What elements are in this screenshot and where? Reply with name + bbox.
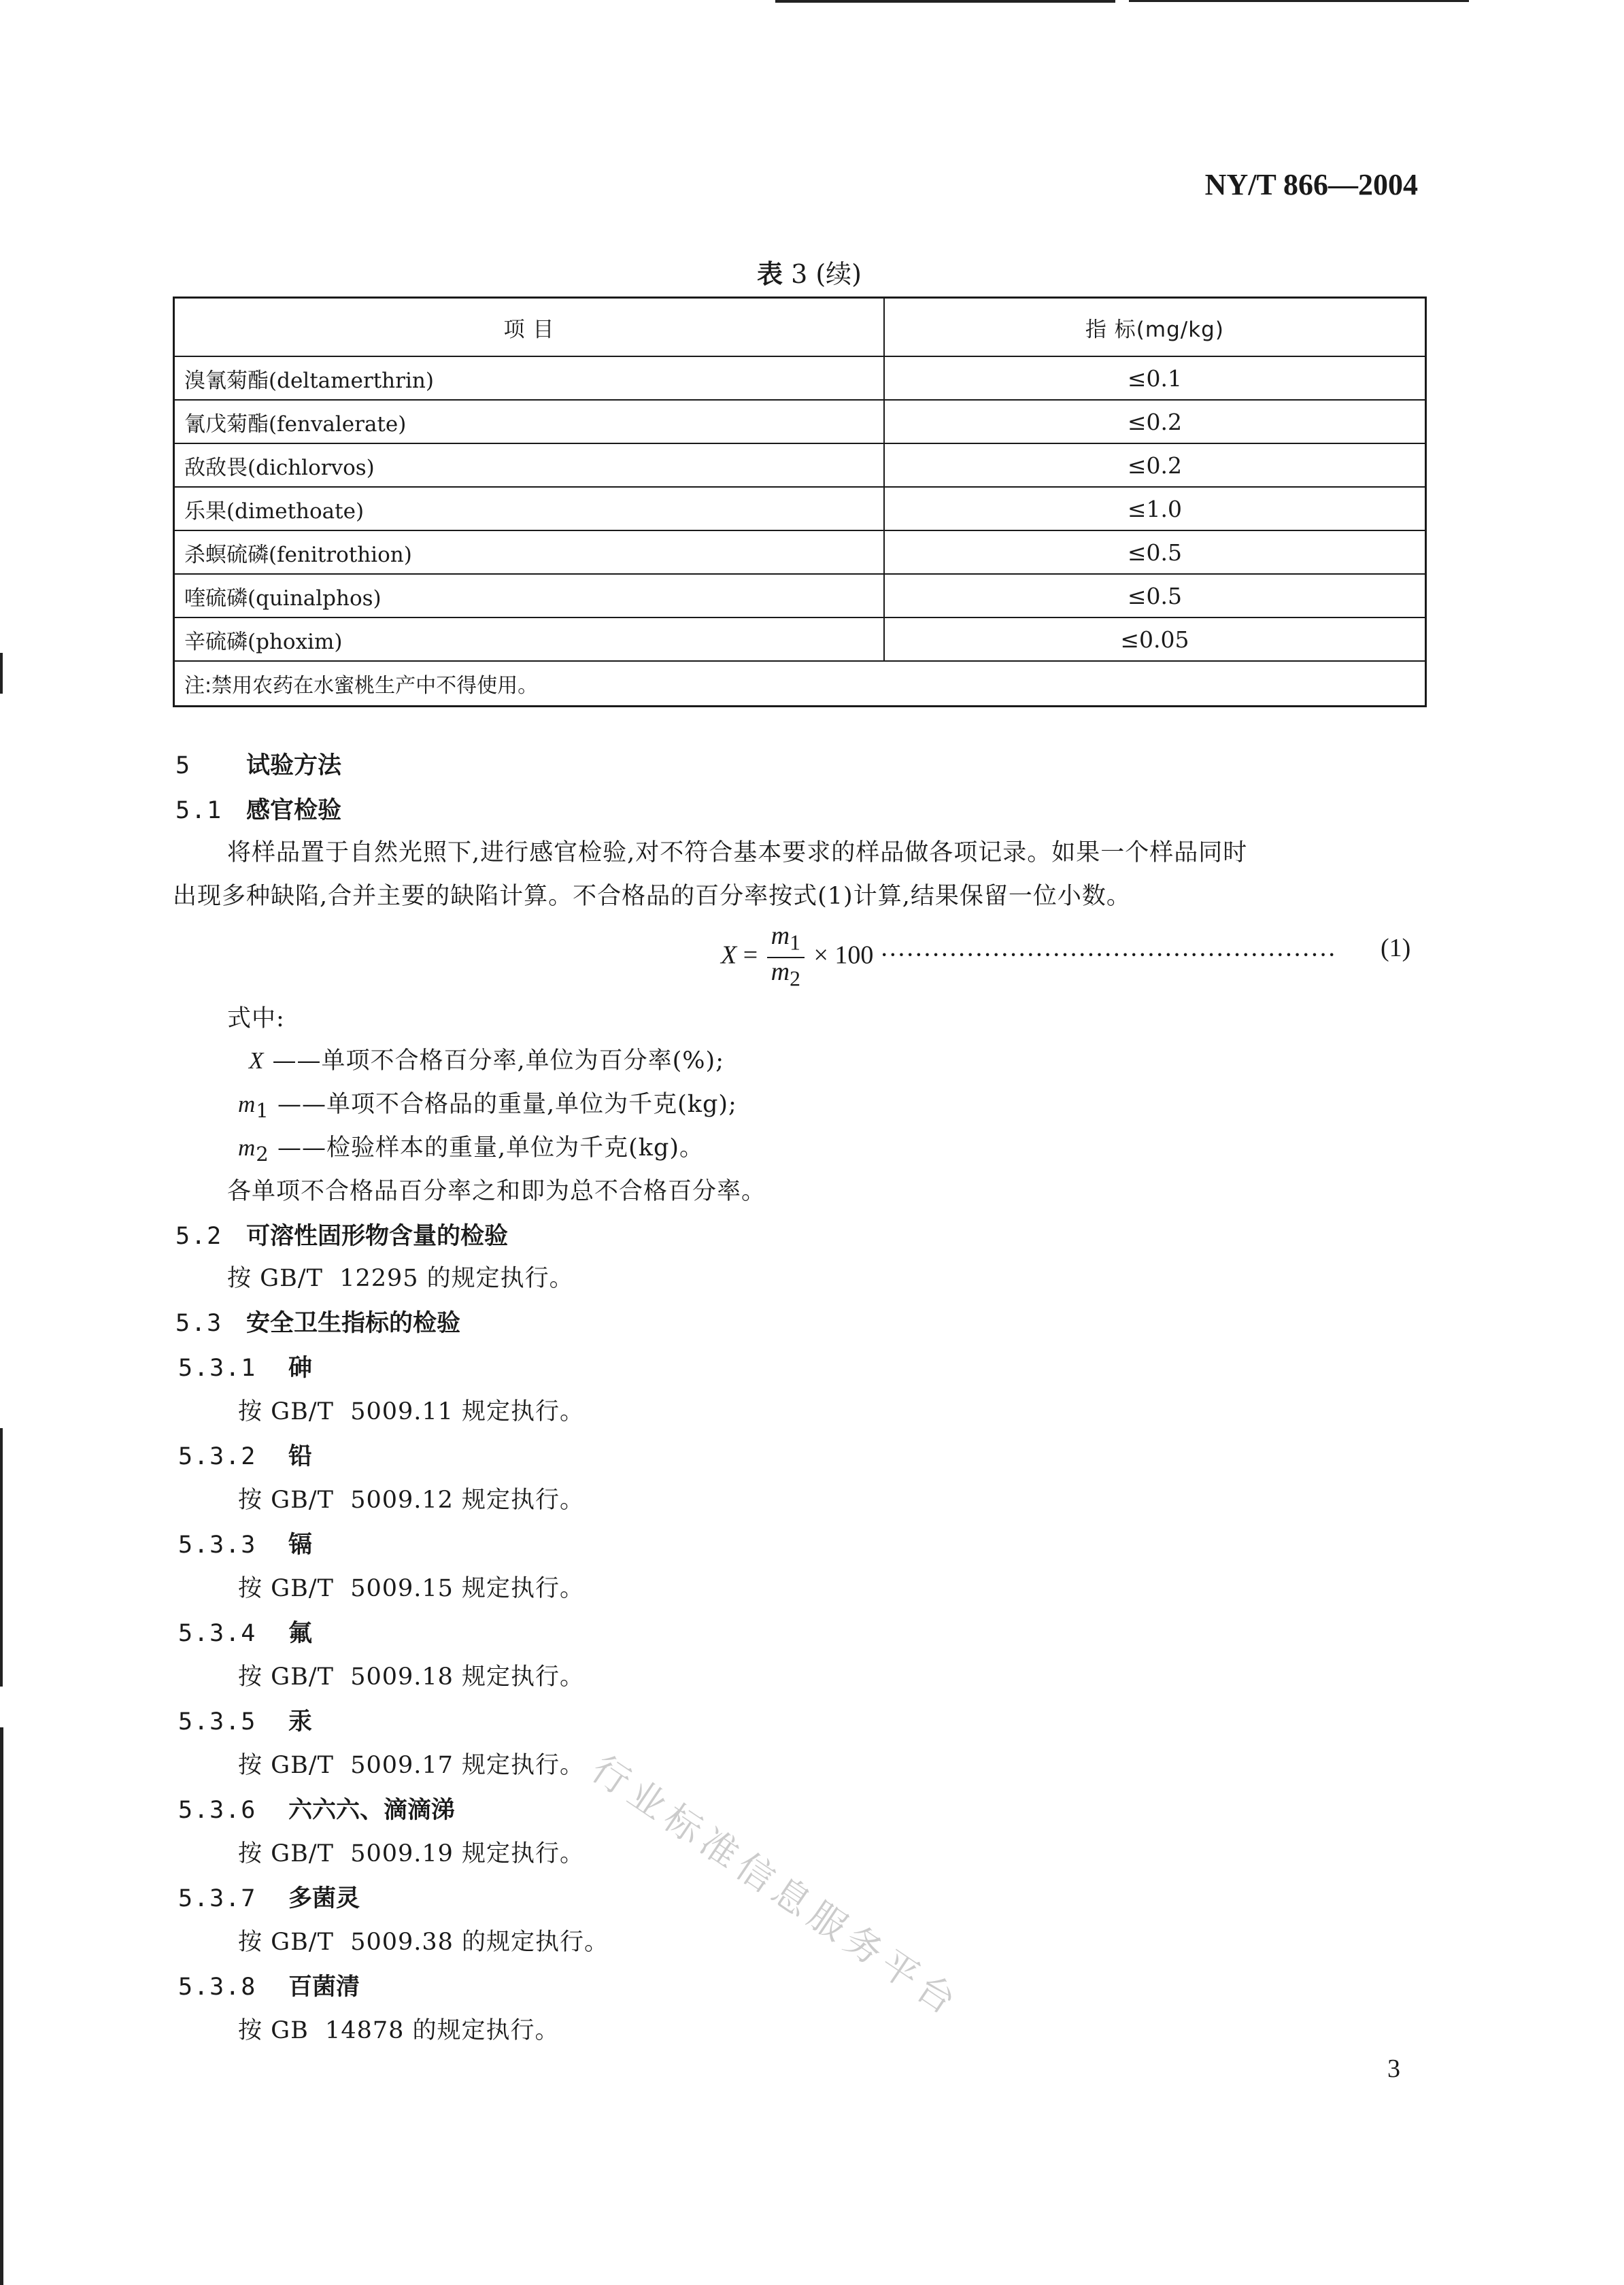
section-title: 铅 [288,1443,313,1470]
section-5-3-1-heading [178,1349,312,1383]
equation-number: (1) [1381,934,1411,962]
formula-fraction [767,922,805,992]
fraction-numerator [767,922,805,958]
sum-sentence: 各单项不合格品百分率之和即为总不合格百分率。 [227,1178,766,1205]
section-title: 多菌灵 [288,1885,360,1912]
section-5-3-8-heading [178,1968,360,2002]
section-5-3-6-heading [178,1791,455,1825]
section-number: 5.3.3 [178,1531,257,1559]
section-title: 砷 [288,1355,313,1382]
table-caption [680,253,938,290]
pesticide-name: 喹硫磷(quinalphos) [174,574,884,617]
denominator-var: m [771,957,790,986]
section-5-3-2-heading [178,1438,312,1472]
section-title: 试验方法 [246,752,342,779]
section-number: 5.3.1 [178,1355,257,1382]
limit-value: ≤0.5 [884,530,1426,574]
where-m2 [238,1129,704,1166]
section-5-heading [175,747,341,781]
formula-lhs: X [721,941,737,970]
where-x [249,1042,724,1076]
table-caption-rest: 3 (续) [783,259,862,289]
paragraph-line: 将样品置于自然光照下,进行感官检验,对不符合基本要求的样品做各项记录。如果一个样品同时 [227,839,1248,866]
formula-equals: = [737,941,764,970]
section-number: 5.3.5 [178,1708,257,1736]
where-x-var: X [249,1047,265,1074]
section-number: 5.1 [175,797,223,824]
where-m1 [238,1085,737,1122]
paragraph-line: 出现多种缺陷,合并主要的缺陷计算。不合格品的百分率按式(1)计算,结果保留一位小数。 [173,883,1131,910]
section-number: 5.3.8 [178,1974,257,2001]
limit-value: ≤0.1 [884,356,1426,400]
section-5-3-6-text: 按 GB/T 5009.19 规定执行。 [238,1840,585,1867]
scan-mark-top-2 [1129,0,1469,2]
pesticide-name: 乐果(dimethoate) [174,487,884,530]
section-title: 镉 [288,1531,313,1559]
pesticide-name: 辛硫磷(phoxim) [174,617,884,661]
limit-value: ≤0.2 [884,400,1426,443]
standard-number: NY/T 866—2004 [1204,168,1418,201]
section-5-3-7-text: 按 GB/T 5009.38 的规定执行。 [238,1929,609,1956]
section-number: 5.3.7 [178,1885,257,1912]
where-m2-def: ——检验样本的重量,单位为千克(kg)。 [269,1134,705,1162]
section-5-3-7-heading [178,1880,360,1914]
scan-mark-left-2 [0,1428,3,1687]
section-5-3-4-text: 按 GB/T 5009.18 规定执行。 [238,1663,585,1691]
where-x-def: ——单项不合格百分率,单位为百分率(%); [264,1047,725,1074]
scan-mark-left-3 [0,1727,3,2285]
where-m1-sub: 1 [256,1099,269,1122]
table-caption-label: 表 [756,259,783,289]
table-row [174,530,1426,574]
pesticide-name: 溴氰菊酯(deltamerthrin) [174,356,884,400]
numerator-sub: 1 [790,930,800,955]
pesticide-name: 敌敌畏(dichlorvos) [174,443,884,487]
section-title: 安全卫生指标的检验 [246,1310,461,1337]
table-note-row [174,661,1426,707]
table-row [174,356,1426,400]
table-row [174,443,1426,487]
section-title: 汞 [288,1708,313,1736]
limit-value: ≤0.5 [884,574,1426,617]
table-row [174,487,1426,530]
section-number: 5 [175,752,192,779]
section-5-3-5-heading [178,1703,312,1737]
formula-leader: ····················································· [879,941,1336,970]
section-title: 可溶性固形物含量的检验 [246,1223,509,1250]
where-m2-sub: 2 [256,1142,269,1166]
table-note: 注:禁用农药在水蜜桃生产中不得使用。 [174,661,1426,707]
pesticide-name: 氰戊菊酯(fenvalerate) [174,400,884,443]
limit-value: ≤0.2 [884,443,1426,487]
section-5-3-3-text: 按 GB/T 5009.15 规定执行。 [238,1575,585,1602]
table-row [174,400,1426,443]
denominator-sub: 2 [790,966,800,991]
section-title: 感官检验 [246,797,342,824]
section-5-1-heading [175,792,341,826]
section-5-3-heading [175,1304,460,1338]
section-5-3-1-text: 按 GB/T 5009.11 规定执行。 [238,1398,585,1425]
section-5-3-8-text: 按 GB 14878 的规定执行。 [238,2017,560,2044]
scan-mark-top [775,0,1115,3]
limits-table [173,297,1427,707]
limit-value: ≤0.05 [884,617,1426,661]
watermark: 行业标准信息服务平台 [583,1747,969,2027]
where-m1-def: ——单项不合格品的重量,单位为千克(kg); [269,1091,737,1118]
section-number: 5.3 [175,1310,223,1337]
header-limit: 指 标(mg/kg) [884,298,1426,357]
table-row [174,574,1426,617]
where-m1-var: m [238,1091,256,1117]
section-number: 5.3.4 [178,1620,257,1647]
scan-mark-left [0,653,3,694]
section-5-3-3-heading [178,1526,312,1560]
section-5-3-2-text: 按 GB/T 5009.12 规定执行。 [238,1487,585,1514]
where-m2-var: m [238,1134,256,1161]
header-item: 项 目 [174,298,884,357]
section-5-3-5-text: 按 GB/T 5009.17 规定执行。 [238,1752,585,1779]
section-5-2-text: 按 GB/T 12295 的规定执行。 [227,1265,574,1292]
formula-times: × 100 [807,941,880,970]
page-number: 3 [1387,2054,1400,2083]
section-number: 5.3.6 [178,1797,257,1824]
section-5-3-4-heading [178,1614,312,1648]
table-header-row [174,298,1426,357]
where-label: 式中: [227,1005,285,1032]
pesticide-name: 杀螟硫磷(fenitrothion) [174,530,884,574]
fraction-denominator [767,958,805,993]
section-number: 5.3.2 [178,1443,257,1470]
section-number: 5.2 [175,1223,223,1250]
section-title: 百菌清 [288,1974,360,2001]
table-row [174,617,1426,661]
formula-1 [721,922,1336,992]
section-title: 氟 [288,1620,313,1647]
numerator-var: m [771,921,790,950]
limit-value: ≤1.0 [884,487,1426,530]
section-title: 六六六、滴滴涕 [288,1797,456,1824]
section-5-2-heading [175,1217,508,1251]
